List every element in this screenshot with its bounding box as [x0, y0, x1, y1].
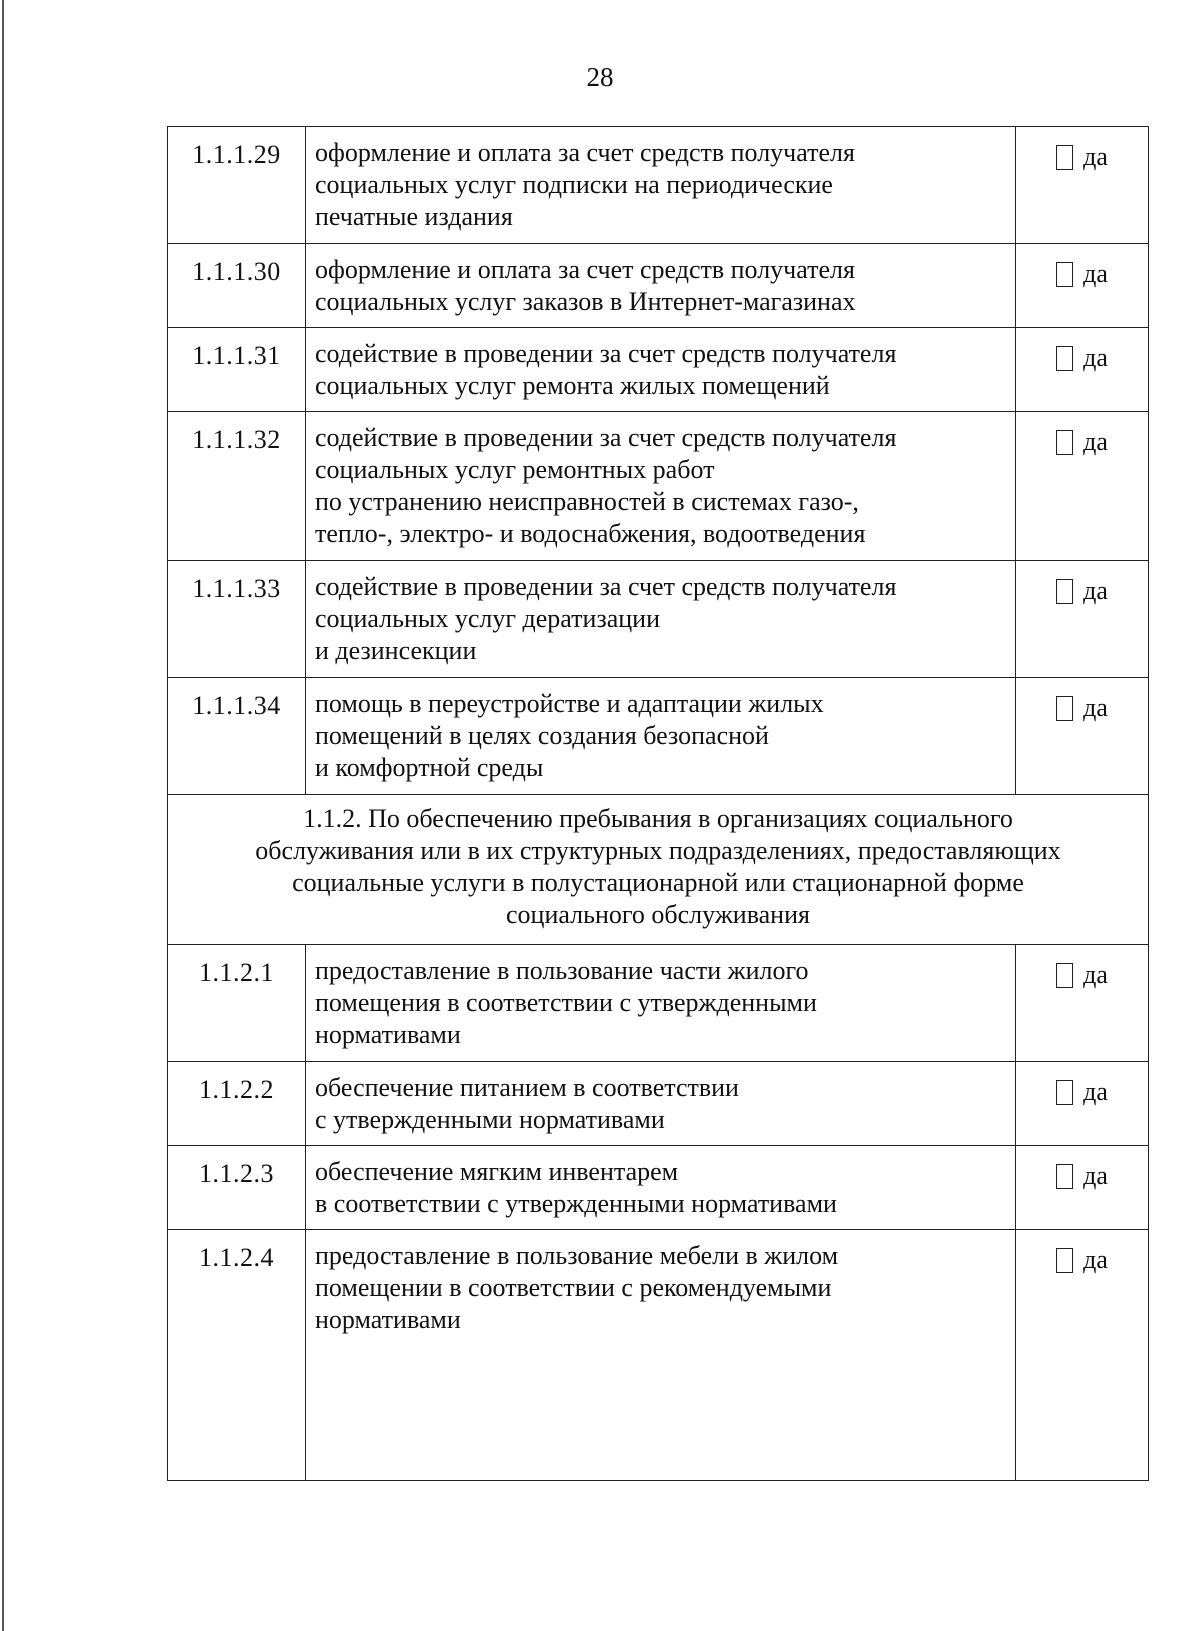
table-row: [168, 244, 1149, 328]
description-line: нормативами: [315, 1305, 461, 1334]
checkbox[interactable]: [1056, 963, 1073, 988]
item-description: [306, 945, 1016, 1062]
check-cell: [1016, 328, 1149, 412]
description-line: содействие в проведении за счет средств получателя: [315, 339, 897, 368]
section-heading: [168, 795, 1149, 945]
table-row: [168, 1230, 1149, 1481]
yes-option[interactable]: [1056, 575, 1108, 607]
description-line: помещений в целях создания безопасной: [315, 721, 769, 750]
checkbox[interactable]: [1056, 696, 1073, 721]
section-line: 1.1.2. По обеспечению пребывания в организациях социального: [303, 804, 1013, 833]
checkbox[interactable]: [1056, 1164, 1073, 1189]
table-row: [168, 127, 1149, 244]
item-description: [306, 1062, 1016, 1146]
yes-label: да: [1083, 343, 1108, 372]
yes-option[interactable]: [1056, 1244, 1108, 1276]
check-cell: [1016, 1230, 1149, 1481]
item-number: 1.1.1.31: [168, 328, 306, 412]
table-row: [168, 328, 1149, 412]
checkbox[interactable]: [1056, 346, 1073, 371]
checkbox[interactable]: [1056, 1248, 1073, 1273]
item-description: [306, 127, 1016, 244]
check-cell: [1016, 1146, 1149, 1230]
description-line: нормативами: [315, 1020, 461, 1049]
checkbox[interactable]: [1056, 430, 1073, 455]
yes-label: да: [1083, 960, 1108, 989]
description-line: социальных услуг заказов в Интернет-магазинах: [315, 287, 856, 316]
check-cell: [1016, 678, 1149, 795]
item-description: [306, 561, 1016, 678]
check-cell: [1016, 1062, 1149, 1146]
description-line: оформление и оплата за счет средств получателя: [315, 138, 855, 167]
description-line: социальных услуг дератизации: [315, 604, 660, 633]
description-line: содействие в проведении за счет средств получателя: [315, 572, 897, 601]
yes-option[interactable]: [1056, 258, 1108, 290]
item-number: 1.1.2.2: [168, 1062, 306, 1146]
checkbox[interactable]: [1056, 579, 1073, 604]
check-cell: [1016, 127, 1149, 244]
description-line: в соответствии с утвержденными нормативами: [315, 1189, 837, 1218]
scan-edge-line: [2, 0, 4, 1631]
description-line: и дезинсекции: [315, 636, 477, 665]
item-number: 1.1.1.30: [168, 244, 306, 328]
yes-label: да: [1083, 1161, 1108, 1190]
description-line: социальных услуг ремонтных работ: [315, 455, 715, 484]
page-number: 28: [586, 62, 614, 92]
description-line: помощь в переустройстве и адаптации жилых: [315, 689, 824, 718]
services-table: [167, 126, 1149, 1481]
table-row: [168, 561, 1149, 678]
item-number: 1.1.1.34: [168, 678, 306, 795]
item-description: [306, 244, 1016, 328]
description-line: обеспечение питанием в соответствии: [315, 1073, 739, 1102]
item-number: 1.1.1.33: [168, 561, 306, 678]
checkbox[interactable]: [1056, 262, 1073, 287]
yes-label: да: [1083, 1245, 1108, 1274]
item-description: [306, 412, 1016, 561]
item-description: [306, 1146, 1016, 1230]
yes-label: да: [1083, 1077, 1108, 1106]
yes-option[interactable]: [1056, 959, 1108, 991]
description-line: тепло-, электро- и водоснабжения, водоотведения: [315, 519, 866, 548]
yes-option[interactable]: [1056, 426, 1108, 458]
table-row: [168, 678, 1149, 795]
yes-label: да: [1083, 576, 1108, 605]
description-line: по устранению неисправностей в системах газо-,: [315, 487, 859, 516]
item-description: [306, 328, 1016, 412]
check-cell: [1016, 244, 1149, 328]
description-line: предоставление в пользование части жилого: [315, 956, 809, 985]
item-number: 1.1.2.1: [168, 945, 306, 1062]
description-line: предоставление в пользование мебели в жилом: [315, 1241, 839, 1270]
item-number: 1.1.2.3: [168, 1146, 306, 1230]
yes-label: да: [1083, 259, 1108, 288]
yes-option[interactable]: [1056, 1160, 1108, 1192]
yes-option[interactable]: [1056, 342, 1108, 374]
description-line: социальных услуг ремонта жилых помещений: [315, 371, 830, 400]
yes-label: да: [1083, 427, 1108, 456]
table-row: [168, 412, 1149, 561]
description-line: печатные издания: [315, 202, 513, 231]
check-cell: [1016, 561, 1149, 678]
table-row: [168, 1062, 1149, 1146]
yes-option[interactable]: [1056, 1076, 1108, 1108]
item-description: [306, 678, 1016, 795]
description-line: обеспечение мягким инвентарем: [315, 1157, 679, 1186]
description-line: помещении в соответствии с рекомендуемыми: [315, 1273, 832, 1302]
section-line: социального обслуживания: [506, 900, 810, 929]
checkbox[interactable]: [1056, 145, 1073, 170]
yes-label: да: [1083, 693, 1108, 722]
section-line: обслуживания или в их структурных подразделениях, предоставляющих: [255, 836, 1061, 865]
section-row: [168, 795, 1149, 945]
section-line: социальные услуги в полустационарной или стационарной форме: [292, 868, 1024, 897]
description-line: и комфортной среды: [315, 753, 544, 782]
yes-label: да: [1083, 142, 1108, 171]
item-number: 1.1.2.4: [168, 1230, 306, 1481]
item-number: 1.1.1.29: [168, 127, 306, 244]
description-line: оформление и оплата за счет средств получателя: [315, 255, 855, 284]
description-line: социальных услуг подписки на периодические: [315, 170, 833, 199]
item-description: [306, 1230, 1016, 1481]
item-number: 1.1.1.32: [168, 412, 306, 561]
checkbox[interactable]: [1056, 1080, 1073, 1105]
yes-option[interactable]: [1056, 692, 1108, 724]
table-row: [168, 945, 1149, 1062]
description-line: с утвержденными нормативами: [315, 1105, 665, 1134]
table-row: [168, 1146, 1149, 1230]
check-cell: [1016, 412, 1149, 561]
description-line: содействие в проведении за счет средств получателя: [315, 423, 897, 452]
check-cell: [1016, 945, 1149, 1062]
description-line: помещения в соответствии с утвержденными: [315, 988, 817, 1017]
yes-option[interactable]: [1056, 141, 1108, 173]
